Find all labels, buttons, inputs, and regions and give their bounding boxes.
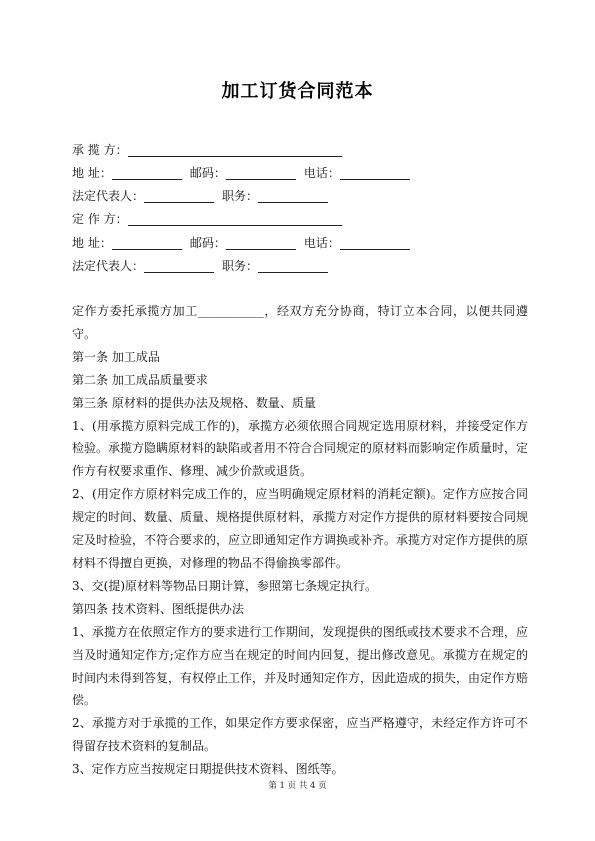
orderer-phone-blank[interactable] (340, 237, 410, 250)
contract-body (72, 300, 528, 781)
article-3-heading: 第三条 原材料的提供办法及规格、数量、质量 (72, 395, 316, 410)
orderer-postcode-blank[interactable] (226, 237, 296, 250)
page-number: 第 1 页 共 4 页 (268, 781, 327, 791)
contractor-label: 承 揽 方： (72, 143, 128, 157)
contractor-phone-label: 电话： (303, 166, 340, 180)
orderer-address-blank[interactable] (112, 237, 182, 250)
article-4-heading: 第四条 技术资料、图纸提供办法 (72, 601, 244, 616)
contractor-address-blank[interactable] (112, 167, 182, 180)
contractor-position-blank[interactable] (258, 190, 328, 203)
article-4-clause-2: 2、承揽方对于承揽的工作，如果定作方要求保密，应当严格遵守，未经定作方许可不得留存技术资料的复制品。 (72, 716, 528, 754)
contractor-postcode-blank[interactable] (226, 167, 296, 180)
intro-paragraph: 定作方委托承揽方加工___________，经双方充分协商，特订立本合同，以便共同遵守。 (72, 304, 528, 341)
contractor-field (72, 143, 350, 157)
orderer-rep-label: 法定代表人： (72, 259, 145, 273)
contractor-phone-blank[interactable] (340, 167, 410, 180)
orderer-postcode-label: 邮码： (189, 236, 226, 250)
article-1-heading: 第一条 加工成品 (72, 349, 160, 364)
orderer-address-label: 地 址： (72, 236, 112, 250)
orderer-position-label: 职务： (222, 259, 259, 273)
contractor-position-label: 职务： (222, 189, 259, 203)
article-3-clause-2: 2、(用定作方原材料完成工作的，应当明确规定原材料的消耗定额)。定作方应按合同规定的时间、数量、质量、规格提供原材料，承揽方对定作方提供的原材料要按合同规定及时检验，不符合要求的，应立即通知定作方调换或补齐。承揽方对定作方提供的原材料不得擅自更换，对修理的物品不得偷换零部件。 (72, 487, 529, 570)
article-3-clause-1: 1、(用承揽方原料完成工作的)，承揽方必须依照合同规定选用原材料，并接受定作方检验。承揽方隐瞒原材料的缺陷或者用不符合合同规定的原材料而影响定作质量时，定作方有权要求重作、修理、减少价款或退货。 (72, 418, 529, 479)
orderer-blank[interactable] (128, 213, 342, 226)
orderer-phone-label: 电话： (303, 236, 340, 250)
article-4-clause-3: 3、定作方应当按规定日期提供技术资料、图纸等。 (72, 762, 344, 777)
orderer-field (72, 212, 350, 226)
contractor-rep-row (72, 189, 336, 203)
article-2-heading: 第二条 加工成品质量要求 (72, 372, 208, 387)
article-3-clause-3: 3、交(提)原材料等物品日期计算，参照第七条规定执行。 (72, 578, 378, 593)
document-title: 加工订货合同范本 (221, 81, 374, 102)
orderer-position-blank[interactable] (258, 260, 328, 273)
orderer-contact-row (72, 236, 418, 250)
orderer-rep-blank[interactable] (144, 260, 214, 273)
orderer-rep-row (72, 259, 336, 273)
contractor-rep-blank[interactable] (144, 190, 214, 203)
contractor-contact-row (72, 166, 418, 180)
orderer-label: 定 作 方： (72, 212, 128, 226)
contractor-address-label: 地 址： (72, 166, 112, 180)
article-4-clause-1: 1、承揽方在依照定作方的要求进行工作期间，发现提供的图纸或技术要求不合理，应当及时通知定作方;定作方应当在规定的时间内回复，提出修改意见。承揽方在规定的时间内未得到答复，有权停止工作，并及时通知定作方，因此造成的损失，由定作方赔偿。 (72, 624, 529, 708)
contractor-postcode-label: 邮码： (189, 166, 226, 180)
contractor-rep-label: 法定代表人： (72, 189, 145, 203)
contractor-blank[interactable] (128, 144, 342, 157)
